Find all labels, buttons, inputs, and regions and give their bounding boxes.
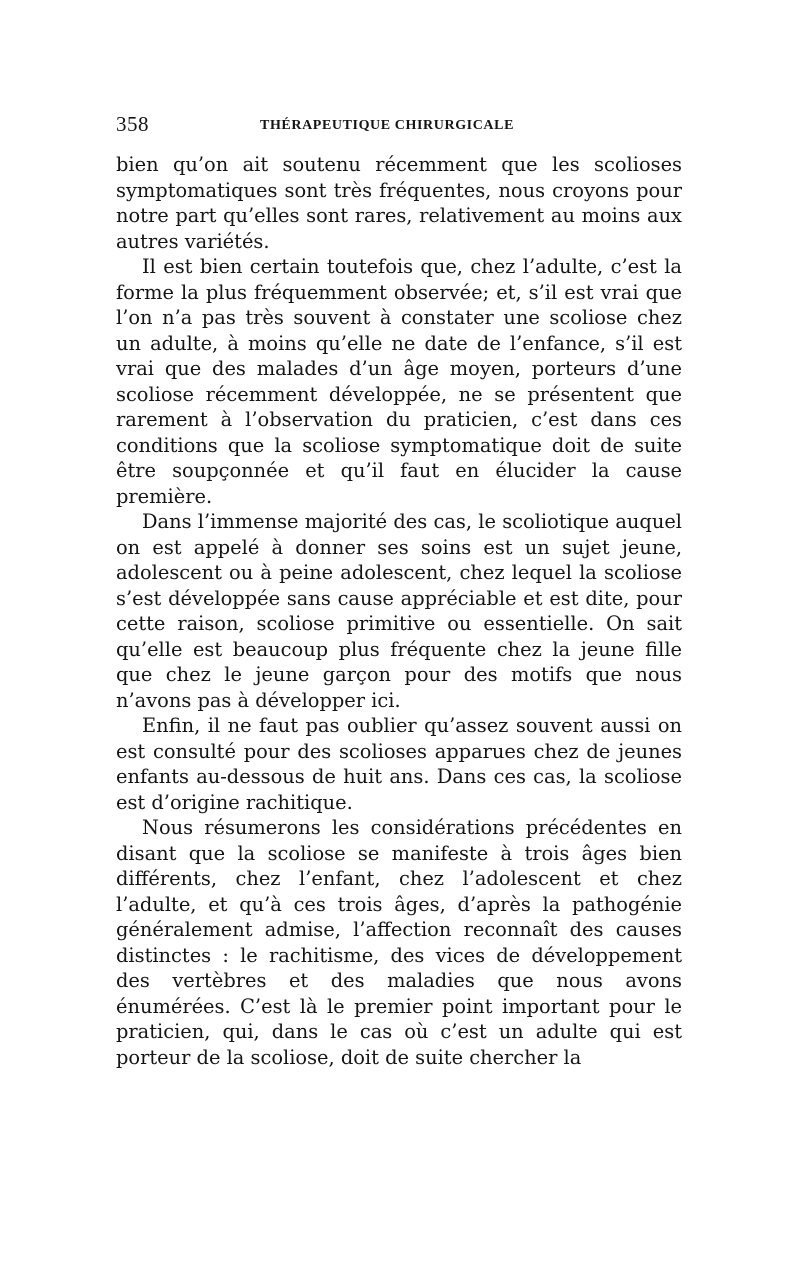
paragraph-continuation: bien qu’on ait soutenu récemment que les scolioses symptomatiques sont très fréquentes, nous croyons pour notre part qu’elles sont rares, relativement au moins aux autres variétés.	[116, 153, 682, 253]
page-number: 358	[116, 112, 149, 136]
paragraph-essential-scoliosis: Dans l’immense majorité des cas, le scoliotique auquel on est appelé à donner ses soins est un sujet jeune, adolescent ou à peine adolescent, chez lequel la scoliose s’est développée sans cause appréciable et est dite, pour cette raison, scoliose primitive ou essentielle. On sait qu’elle est beaucoup plus fréquente chez la jeune fille que chez le jeune garçon pour des motifs que nous n’avons pas à développer ici.	[116, 510, 682, 712]
body-text	[116, 152, 682, 1070]
paragraph-rachitic-scoliosis: Enfin, il ne faut pas oublier qu’assez souvent aussi on est consulté pour des scolioses apparues chez de jeunes enfants au-dessous de huit ans. Dans ces cas, la scoliose est d’origine rachitique.	[116, 714, 682, 814]
running-title: THÉRAPEUTIQUE CHIRURGICALE	[260, 118, 515, 133]
book-page	[116, 112, 682, 1070]
paragraph-summary: Nous résumerons les considérations précédentes en disant que la scoliose se manifeste à trois âges bien différents, chez l’enfant, chez l’adolescent et chez l’adulte, et qu’à ces trois âges, d’après la pathogénie généralement admise, l’affection reconnaît des causes distinctes : le rachitisme, des vices de développement des vertèbres et des maladies que nous avons énumérées. C’est là le premier point important pour le praticien, qui, dans le cas où c’est un adulte qui est porteur de la scoliose, doit de suite chercher la	[116, 816, 682, 1069]
page-header	[116, 112, 682, 142]
paragraph-adult-scoliosis: Il est bien certain toutefois que, chez l’adulte, c’est la forme la plus fréquemment observée; et, s’il est vrai que l’on n’a pas très souvent à constater une scoliose chez un adulte, à moins qu’elle ne date de l’enfance, s’il est vrai que des malades d’un âge moyen, porteurs d’une scoliose récemment développée, ne se présentent que rarement à l’observation du praticien, c’est dans ces conditions que la scoliose symptomatique doit de suite être soupçonnée et qu’il faut en élucider la cause première.	[116, 255, 682, 508]
